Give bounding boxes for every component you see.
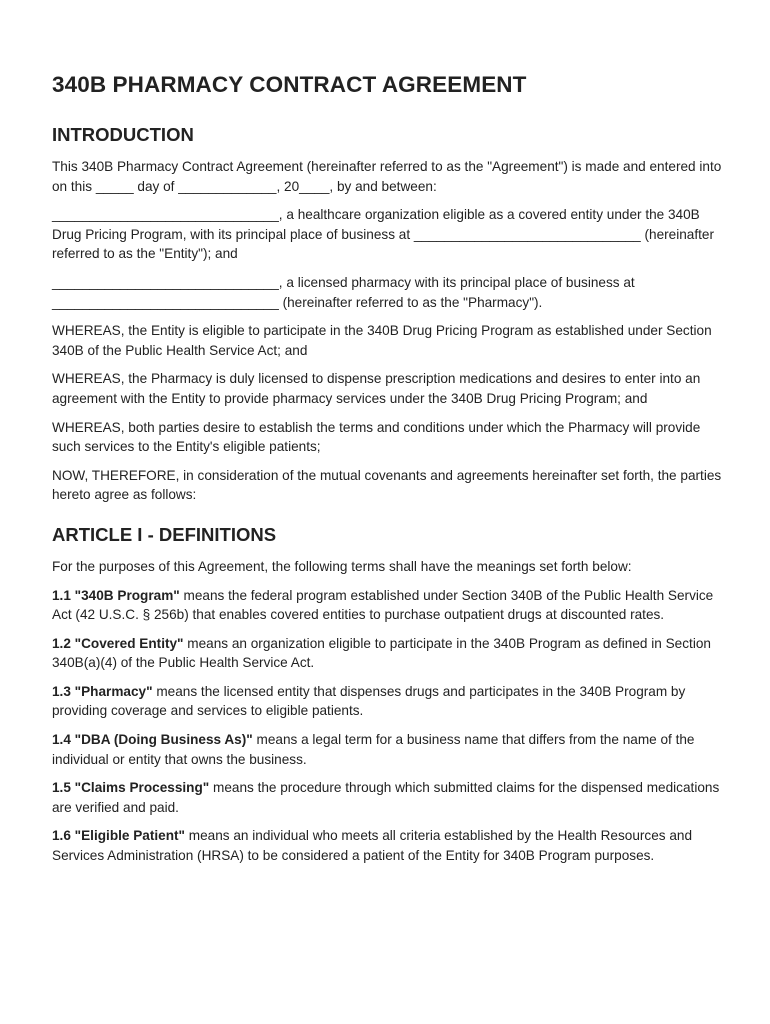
- entity-party-paragraph: ______________________________, a healthcare organization eligible as a covered entity under the 340B Drug Pricing Program, with its principal place of business at ______________________________ (hereinafter referred to as the "Entity"); and: [52, 207, 714, 262]
- document-page: [52, 68, 722, 875]
- definition-term: 1.1 "340B Program": [52, 587, 180, 603]
- definition-text: means an organization eligible to participate in the 340B Program as defined in Section 340B(a)(4) of the Public Health Service Act.: [52, 635, 711, 671]
- definition-item: [52, 826, 722, 865]
- article-1-heading: ARTICLE I - DEFINITIONS: [52, 523, 277, 545]
- definition-text: means the licensed entity that dispenses drugs and participates in the 340B Program by providing coverage and services to eligible patients.: [52, 683, 686, 719]
- definition-item: [52, 778, 722, 817]
- definition-item: [52, 730, 722, 769]
- definition-term: 1.6 "Eligible Patient": [52, 828, 186, 844]
- definition-text: means the procedure through which submitted claims for the dispensed medications are verified and paid.: [52, 780, 720, 815]
- definition-term: 1.2 "Covered Entity": [52, 635, 184, 651]
- definition-item: [52, 586, 722, 625]
- definition-term: 1.5 "Claims Processing": [52, 780, 210, 796]
- definitions-intro: For the purposes of this Agreement, the following terms shall have the meanings set forth below:: [52, 558, 632, 574]
- intro-paragraph: This 340B Pharmacy Contract Agreement (hereinafter referred to as the "Agreement") is made and entered into on this _____ day of _____________, 20____, by and between:: [52, 159, 722, 194]
- document-title: 340B PHARMACY CONTRACT AGREEMENT: [52, 72, 527, 97]
- definition-item: [52, 634, 722, 673]
- definition-text: means the federal program established under Section 340B of the Public Health Service Act (42 U.S.C. § 256b) that enables covered entities to purchase outpatient drugs at discounted rates.: [52, 587, 714, 623]
- definition-text: means a legal term for a business name that differs from the name of the individual or entity that owns the business.: [52, 732, 695, 767]
- whereas-paragraph-2: WHEREAS, the Pharmacy is duly licensed to dispense prescription medications and desires to enter into an agreement with the Entity to provide pharmacy services under the 340B Drug Pricing Program; and: [52, 371, 701, 406]
- whereas-paragraph-1: WHEREAS, the Entity is eligible to participate in the 340B Drug Pricing Program as established under Section 340B of the Public Health Service Act; and: [52, 323, 712, 358]
- introduction-heading: INTRODUCTION: [52, 124, 194, 145]
- whereas-paragraph-3: WHEREAS, both parties desire to establish the terms and conditions under which the Pharmacy will provide such services to the Entity's eligible patients;: [52, 419, 701, 455]
- definition-item: [52, 682, 722, 721]
- now-therefore-paragraph: NOW, THEREFORE, in consideration of the mutual covenants and agreements hereinafter set forth, the parties hereto agree as follows:: [52, 467, 722, 503]
- definition-term: 1.4 "DBA (Doing Business As)": [52, 732, 253, 748]
- definition-term: 1.3 "Pharmacy": [52, 683, 153, 699]
- definition-text: means an individual who meets all criteria established by the Health Resources and Services Administration (HRSA) to be considered a patient of the Entity for 340B Program purposes.: [52, 828, 693, 864]
- pharmacy-party-paragraph: ______________________________, a licensed pharmacy with its principal place of business at ______________________________ (hereinafter referred to as the "Pharmacy").: [52, 274, 635, 310]
